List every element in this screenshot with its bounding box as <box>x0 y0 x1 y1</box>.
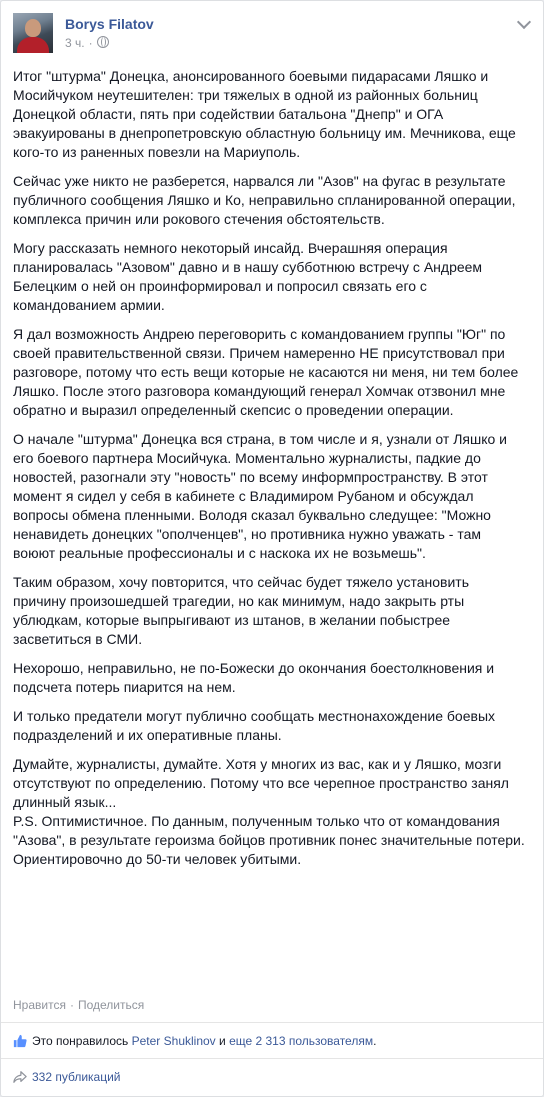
meta-separator: · <box>88 36 93 50</box>
avatar-shirt <box>17 37 49 53</box>
post-timestamp[interactable]: 3 ч. <box>65 36 85 50</box>
shares-count[interactable]: 332 публикаций <box>32 1070 121 1084</box>
chevron-down-icon[interactable] <box>517 15 531 29</box>
post-meta <box>65 36 109 50</box>
liker-name[interactable]: Peter Shuklinov <box>131 1034 216 1048</box>
avatar-face <box>25 19 41 37</box>
shares-summary[interactable] <box>13 1070 121 1084</box>
post-header <box>13 13 533 63</box>
likes-prefix: Это понравилось <box>32 1034 129 1048</box>
post-paragraph: Думайте, журналисты, думайте. Хотя у многих из вас, как и у Ляшко, мозги отсутствуют по определению. Потому что все черепное пространство занял длинный язык... <box>13 756 509 810</box>
avatar[interactable] <box>13 13 53 53</box>
post-paragraph: Я дал возможность Андрею переговорить с командованием группы "Юг" по своей правительственной связи. Причем намеренно НЕ присутствовал при разговоре, потому что есть вещи которые не касаются ни меня, ни тем более Ляшко. После этого разговора командующий генерал Хомчак отзвонил мне обратно и выразил определенный скепсис о проведении операции. <box>13 326 519 418</box>
likes-others-link[interactable]: еще 2 313 пользователям <box>229 1034 374 1048</box>
share-button[interactable]: Поделиться <box>77 998 145 1012</box>
likes-summary <box>13 1034 376 1048</box>
post-paragraph: Нехорошо, неправильно, не по-Божески до окончания боестолкновения и подсчета потерь пиарится на нем. <box>13 660 495 695</box>
share-arrow-icon <box>13 1070 27 1084</box>
post-paragraph: И только предатели могут публично сообщать местнонахождение боевых подразделений и их оперативные планы. <box>13 708 496 743</box>
post-paragraph: P.S. Оптимистичное. По данным, полученным только что от командования "Азова", в результате героизма бойцов противник понес значительные потери. Ориентировочно до 50-ти человек убитыми. <box>13 813 525 867</box>
post-paragraph: Таким образом, хочу повторится, что сейчас будет тяжело установить причину произошедшей трагедии, но как минимум, надо закрыть рты ублюдкам, которые выпрыгивают из штанов, в желании побыстрее засветиться в СМИ. <box>13 574 469 647</box>
post-paragraph: О начале "штурма" Донецка вся страна, в том числе и я, узнали от Ляшко и его боевого партнера Мосийчука. Моментально журналисты, падкие до новостей, разогнали эту "новость" по всему информпространству. В этот момент я сидел у себя в кабинете с Владимиром Рубаном и обсуждал вопросы обмена пленными. Володя сказал буквально следущее: "Можно ненавидеть донецких "ополченцев", но противника нужно уважать - там воюют реальные профессионалы и с наскока их не возьмешь". <box>13 431 507 561</box>
post-paragraph: Могу рассказать немного некоторый инсайд. Вчерашняя операция планировалась "Азовом" давно и в нашу субботнюю встречу с Андреем Белецким о ней он проинформировал и попросил связать его с командованием армии. <box>13 240 483 313</box>
likes-and: и <box>219 1034 226 1048</box>
post-paragraph: Сейчас уже никто не разберется, нарвался ли "Азов" на фугас в результате публичного сообщения Ляшко и Ко, неправильно спланированной операции, комплекса причин или рокового стечения обстоятельств. <box>13 173 516 227</box>
post-actions <box>13 998 144 1012</box>
author-name[interactable]: Borys Filatov <box>65 16 154 32</box>
divider <box>1 1022 543 1023</box>
post-paragraph: Итог "штурма" Донецка, анонсированного боевыми пидарасами Ляшко и Мосийчуком неутешителен: три тяжелых в одной из районных больниц Донецкой области, пять при содействии батальона "Днепр" и ОГА эвакуированы в днепропетровскую областную больницу им. Мечникова, еще кого-то из раненных повезли на Мариуполь. <box>13 68 516 160</box>
globe-icon[interactable] <box>97 36 109 48</box>
likes-suffix: . <box>373 1034 377 1048</box>
thumbs-up-icon <box>13 1034 27 1048</box>
divider <box>1 1058 543 1059</box>
post-text <box>13 67 525 879</box>
like-button[interactable]: Нравится <box>13 998 66 1012</box>
action-separator: · <box>69 998 74 1012</box>
